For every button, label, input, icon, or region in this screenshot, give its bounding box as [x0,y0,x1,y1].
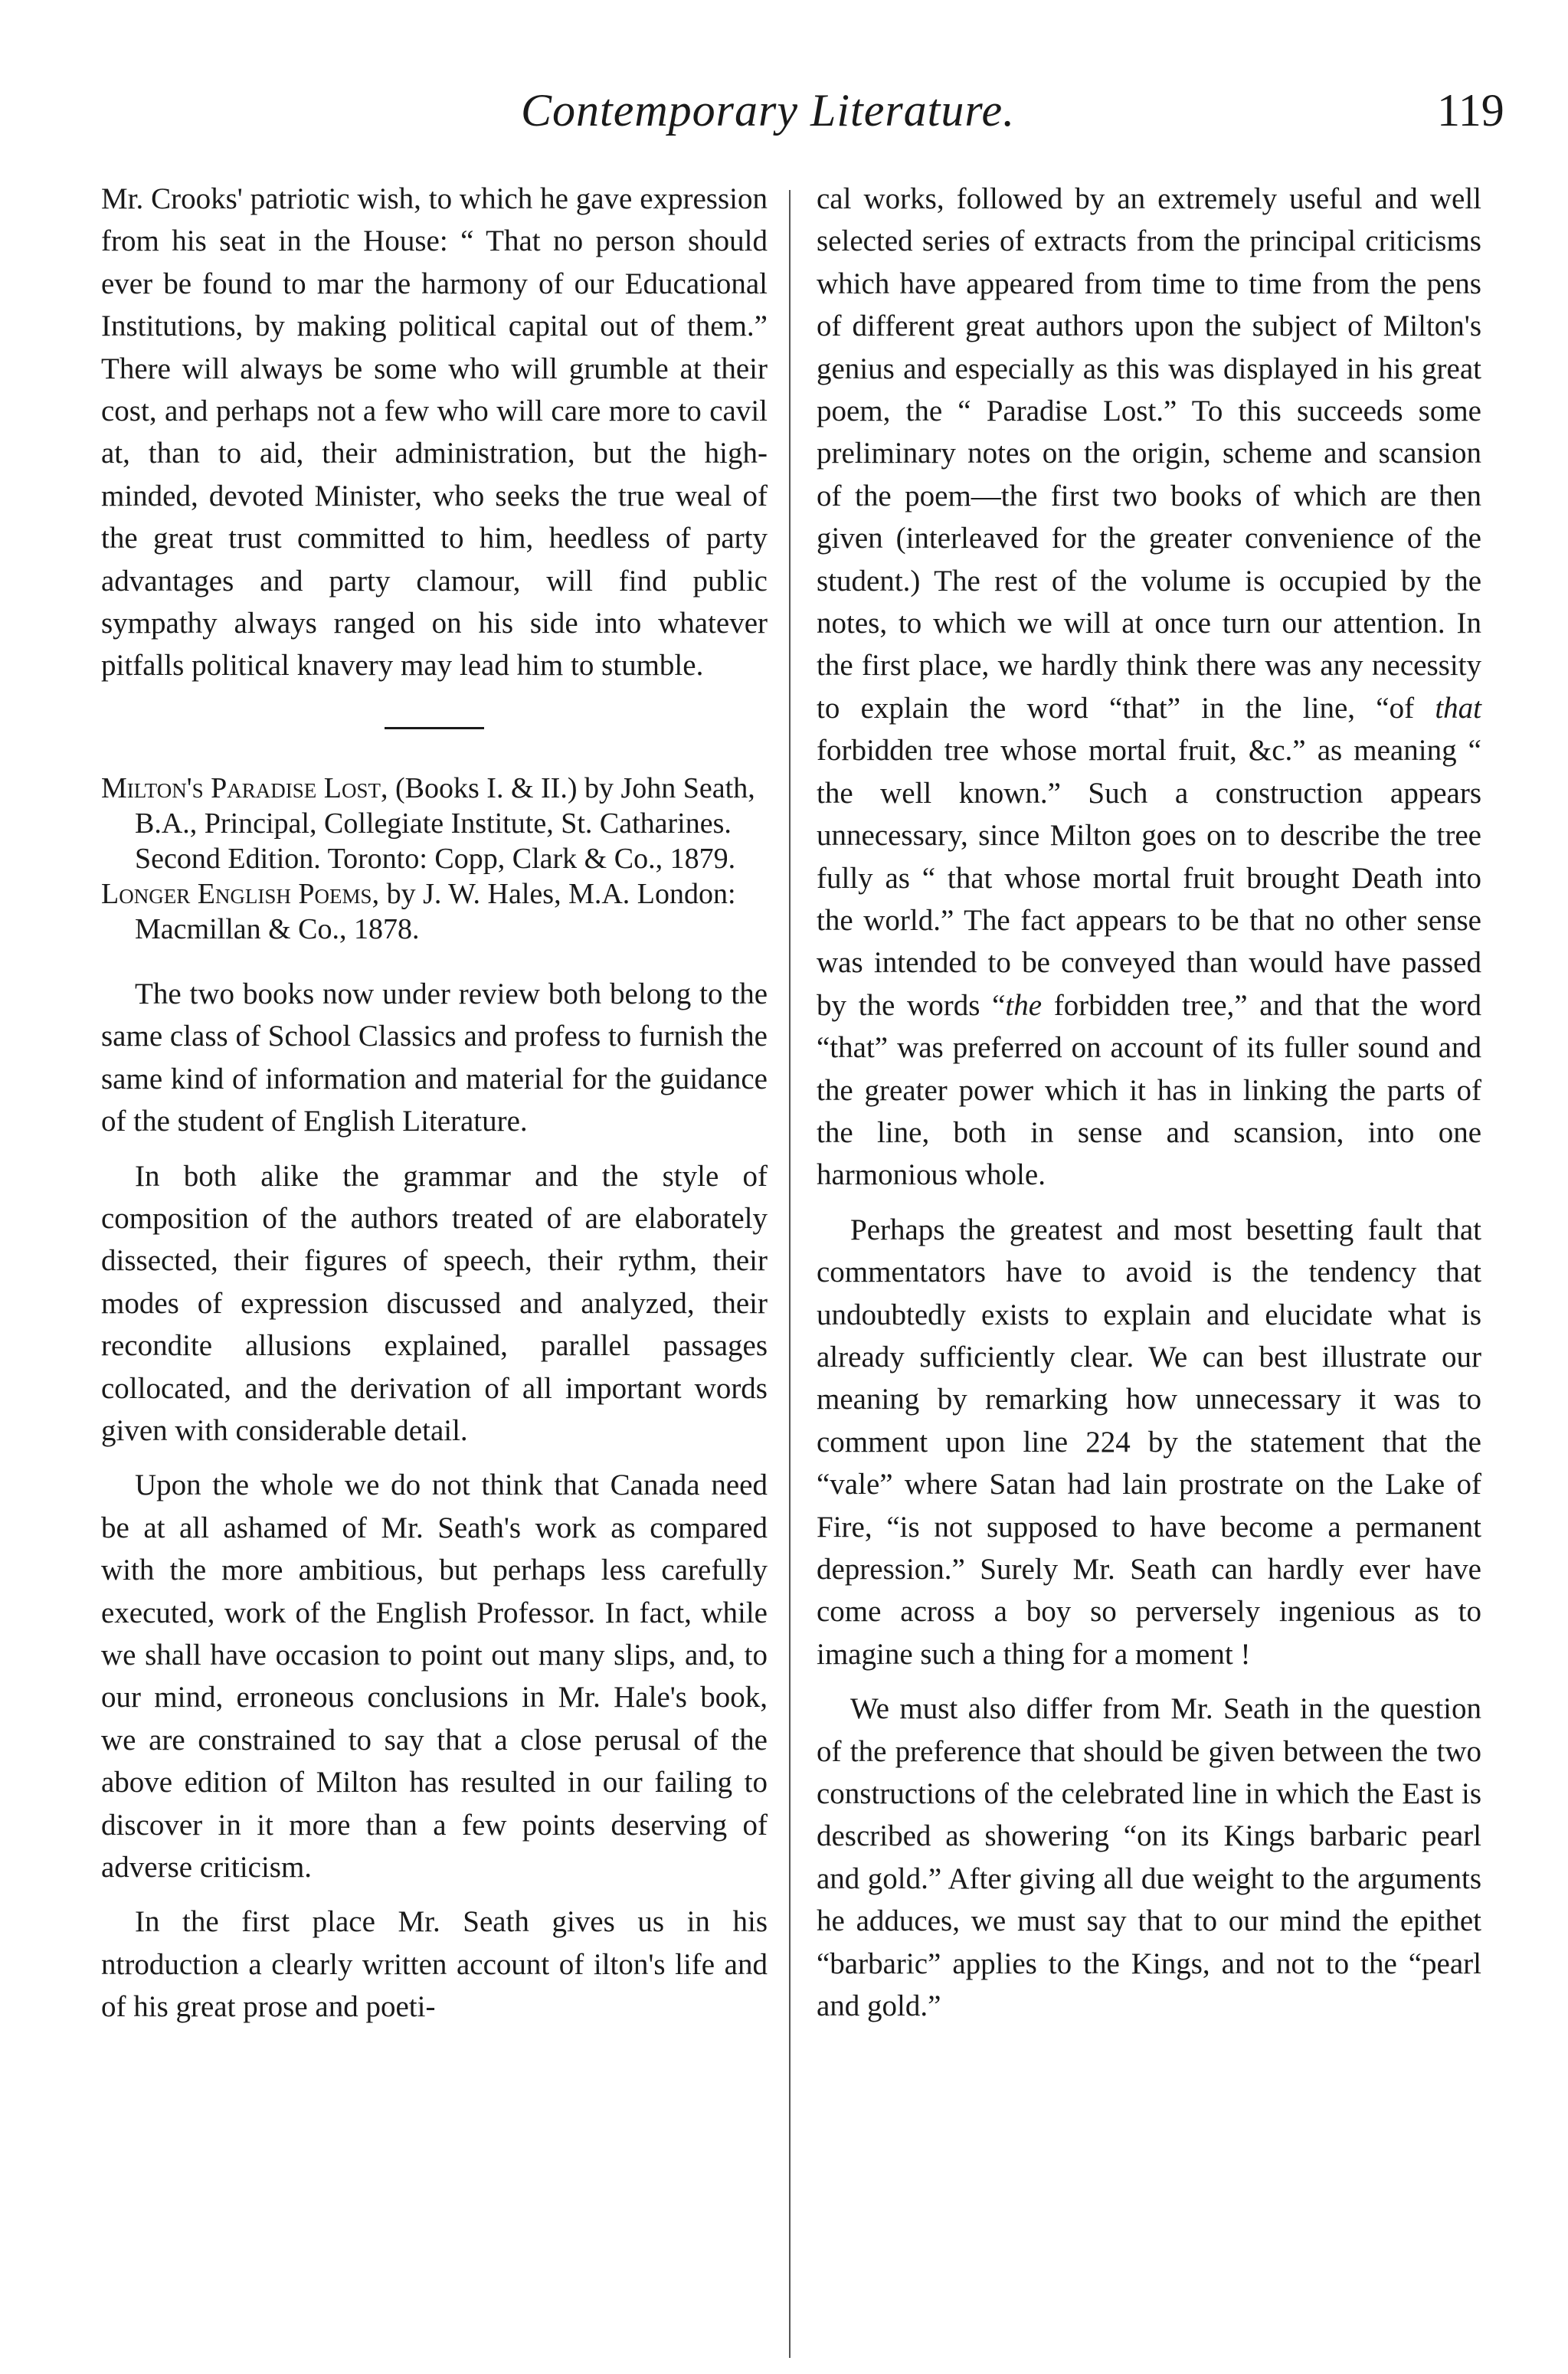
text-segment: cal works, followed by an extremely useful and well selected series of extracts from the principal criticisms which have appeared from time to time from the pens of different great authors upon the subject of Milton's genius and especially as this was displayed in his great poem, the “ Paradise Lost.” To this succeeds some preliminary notes on the origin, scheme and scansion of the poem—the first two books of which are then given (interleaved for the greater convenience of the student.) The rest of the volume is occupied by the notes, to which we will at once turn our attention. In the first place, we hardly think there was any necessity to explain the word “that” in the line, “of [817,182,1481,725]
citation-milton-details: (Books I. & II.) by John Seath, B.A., Principal, Collegiate Institute, St. Catharines. Second Edition. Toronto: Copp, Clark & Co., 1879. [135,771,755,875]
left-column [101,178,768,2029]
citation-milton [101,771,768,876]
citation-hales-details: by J. W. Hales, M.A. London: Macmillan & Co., 1878. [135,877,736,945]
paragraph-upon-the-whole: Upon the whole we do not think that Canada need be at all ashamed of Mr. Seath's work as compared with the more ambitious, but perhaps less carefully executed, work of the English Professor. In fact, while we shall have occasion to point out many slips, and, to our mind, erroneous conclusions in Mr. Hale's book, we are constrained to say that a close perusal of the above edition of Milton has resulted in our failing to discover in it more than a few points deserving of adverse criticism. [101,1469,768,1884]
page-number: 119 [1437,85,1504,136]
citation-hales-title: Longer English Poems, [101,877,380,910]
paragraph-first-place: In the first place Mr. Seath gives us in his ntroduction a clearly written account of ilton's life and of his great prose and poeti- [101,1905,768,2024]
page-header [0,74,1568,142]
running-title: Contemporary Literature. [521,85,1016,136]
citation-milton-title: Milton's Paradise Lost, [101,771,388,804]
paragraph-continued-works [817,178,1481,1197]
italic-the: the [1005,988,1043,1022]
paragraph-crooks-wish: Mr. Crooks' patriotic wish, to which he gave expression from his seat in the House: “ That no person should ever be found to mar the harmony of our Educational Institutions, by making political capital out of them.” There will always be some who will grumble at their cost, and perhaps not a few who will care more to cavil at, than to aid, their administration, but the high-minded, devoted Minister, who seeks the true weal of the great trust committed to him, heedless of party advantages and party clamour, will find public sympathy always ranged on his side into whatever pitfalls political knavery may lead him to stumble. [101,182,768,683]
right-column [817,178,1481,2027]
citation-hales [101,876,768,947]
section-rule [385,727,484,729]
paragraph-grammar-style: In both alike the grammar and the style of composition of the authors treated of are elaborately dissected, their figures of speech, their rythm, their modes of expression discussed and analyzed, their recondite allusions explained, parallel passages collocated, and the derivation of all important words given with considerable detail. [101,1159,768,1447]
paragraph-two-books: The two books now under review both belong to the same class of School Classics and profess to furnish the same kind of information and material for the guidance of the student of English Literature. [101,977,768,1138]
paragraph-besetting-fault: Perhaps the greatest and most besetting fault that commentators have to avoid is the tendency that undoubtedly exists to explain and elucidate what is already sufficiently clear. We can best illustrate our meaning by remarking how unnecessary it was to comment upon line 224 by the statement that the “vale” where Satan had lain prostrate on the Lake of Fire, “is not supposed to have become a permanent depression.” Surely Mr. Seath can hardly ever have come across a boy so perversely ingenious as to imagine such a thing for a moment ! [817,1213,1481,1671]
column-divider [789,190,791,2358]
review-citations [101,771,768,947]
text-segment: forbidden tree,” and that the word “that” was preferred on account of its fuller sound and the greater power which it has in linking the parts of the line, both in sense and scansion, into one harmonious whole. [817,988,1481,1192]
text-segment: forbidden tree whose mortal fruit, &c.” as meaning “ the well known.” Such a construction appears unnecessary, since Milton goes on to describe the tree fully as “ that whose mortal fruit brought Death into the world.” The fact appears to be that no other sense was intended to be conveyed than would have passed by the words “ [817,734,1481,1022]
italic-that: that [1435,691,1481,725]
paragraph-barbaric-pearl: We must also differ from Mr. Seath in the question of the preference that should be given between the two constructions of the celebrated line in which the East is described as showering “on its Kings barbaric pearl and gold.” After giving all due weight to the arguments he adduces, we must say that to our mind the epithet “barbaric” applies to the Kings, and not to the “pearl and gold.” [817,1692,1481,2023]
